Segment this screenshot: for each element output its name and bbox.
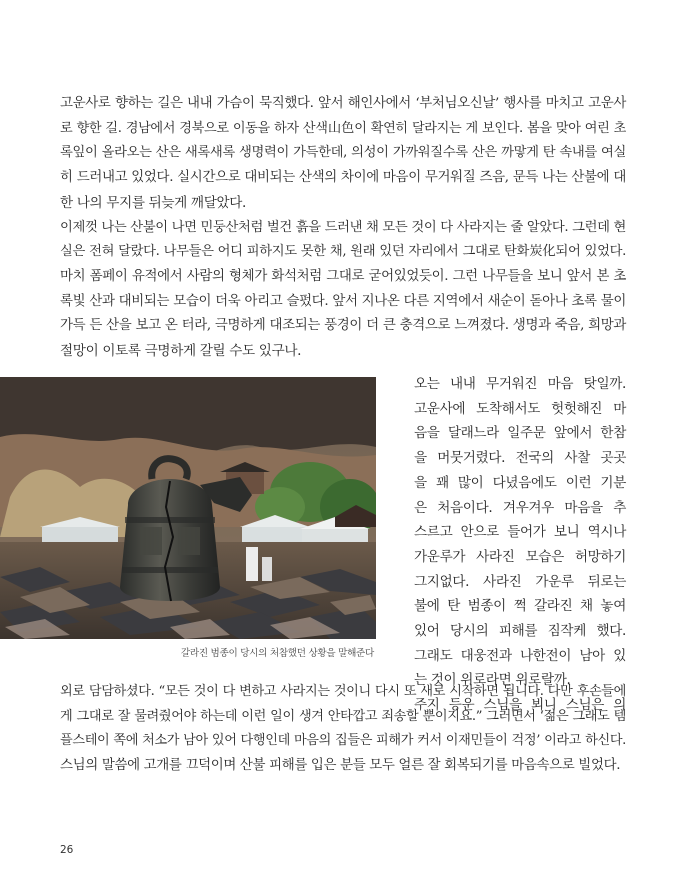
text-line: 록빛 산과 대비되는 모습이 더욱 아리고 슬펐다. 앞서 지나온 다른 지역에서 새순이 돋아나 초록 물이 <box>60 293 626 309</box>
text-line: 한 나의 무지를 뒤늦게 깨달았다. <box>60 194 247 211</box>
text-line: 고운사로 향하는 길은 내내 가슴이 묵직했다. 앞서 해인사에서 ‘부처님오신날’ 행사를 마치고 고운사 <box>60 96 626 111</box>
text-line: 음을 달래느라 일주문 앞에서 한참 <box>414 425 626 442</box>
text-line: 마치 폼페이 유적에서 사람의 형체가 화석처럼 그대로 굳어있었듯이. 그런 나무들을 보니 앞서 본 초 <box>60 268 626 284</box>
text-line: 가운루가 사라진 모습은 허망하기 <box>414 548 626 565</box>
text-line: 은 처음이다. 겨우겨우 마음을 추 <box>414 499 626 516</box>
article-paragraph-2 <box>60 680 626 779</box>
text-line: 외로 담담하셨다. “모든 것이 다 변하고 사라지는 것이니 다시 또 새로 시작하면 됩니다. 다만 후손들에 <box>60 684 626 699</box>
burned-bell-photo <box>0 377 376 639</box>
text-line: 고운사에 도착해서도 헛헛해진 마 <box>414 400 626 417</box>
text-line: 이제껏 나는 산불이 나면 민둥산처럼 벌건 흙을 드러낸 채 모든 것이 다 사라지는 줄 알았다. 그런데 현 <box>60 219 626 235</box>
text-line: 그래도 대웅전과 나한전이 남아 있 <box>414 647 626 664</box>
text-line: 는 것이 위로라면 위로랄까. <box>414 672 571 689</box>
photo-caption: 갈라진 범종이 당시의 처참했던 상황을 말해준다 <box>180 648 374 659</box>
text-line: 플스테이 쪽에 처소가 남아 있어 다행인데 마음의 집들은 피해가 커서 이재민들이 걱정’ 이라고 하신다. <box>60 733 626 749</box>
text-line: 실은 전혀 달랐다. 나무들은 어디 피하지도 못한 채, 원래 있던 자리에서 그대로 탄화炭化되어 있었다. <box>60 244 626 260</box>
text-line: 주지 등운 스님을 뵈니 스님은 의 <box>414 697 626 714</box>
text-line: 을 꽤 많이 다녔음에도 이런 기분 <box>414 474 626 491</box>
page-number: 26 <box>60 844 74 856</box>
text-line: 오는 내내 무거워진 마음 탓일까. <box>414 376 626 392</box>
text-line: 불에 탄 범종이 쩍 갈라진 채 놓여 <box>414 598 626 615</box>
text-line: 스님의 말씀에 고개를 끄덕이며 산불 피해를 입은 분들 모두 얼른 잘 회복되기를 마음속으로 빌었다. <box>60 758 621 774</box>
text-line: 을 머뭇거렸다. 전국의 사찰 곳곳 <box>414 450 626 467</box>
text-line: 그지없다. 사라진 가운루 뒤로는 <box>414 573 626 590</box>
article-side-column <box>414 372 626 718</box>
text-line: 로 향한 길. 경남에서 경북으로 이동을 하자 산색山色이 확연히 달라지는 게 보인다. 봄을 맞아 여린 초 <box>60 120 626 136</box>
text-line: 히 드러내고 있었다. 실시간으로 대비되는 산색의 차이에 마음이 무거워질 즈음, 문득 나는 산불에 대 <box>60 170 626 186</box>
text-line: 가득 든 산을 보고 온 터라, 극명하게 대조되는 풍경이 더 큰 충격으로 느껴졌다. 생명과 죽음, 희망과 <box>60 318 626 334</box>
text-line: 록잎이 올라오는 산은 새록새록 생명력이 가득한데, 의성이 가까워질수록 산은 까맣게 탄 속내를 여실 <box>60 145 626 161</box>
text-line: 스르고 안으로 들어가 보니 역시나 <box>414 524 626 541</box>
text-line: 있어 당시의 피해를 짐작케 했다. <box>414 623 626 640</box>
text-line: 절망이 이토록 극명하게 갈릴 수도 있구나. <box>60 343 302 360</box>
text-line: 게 그대로 잘 물려줬어야 하는데 이런 일이 생겨 안타깝고 죄송할 뿐이지요.” 그러면서 ‘젊은 그래도 템 <box>60 708 626 724</box>
article-paragraph-1 <box>60 92 626 364</box>
